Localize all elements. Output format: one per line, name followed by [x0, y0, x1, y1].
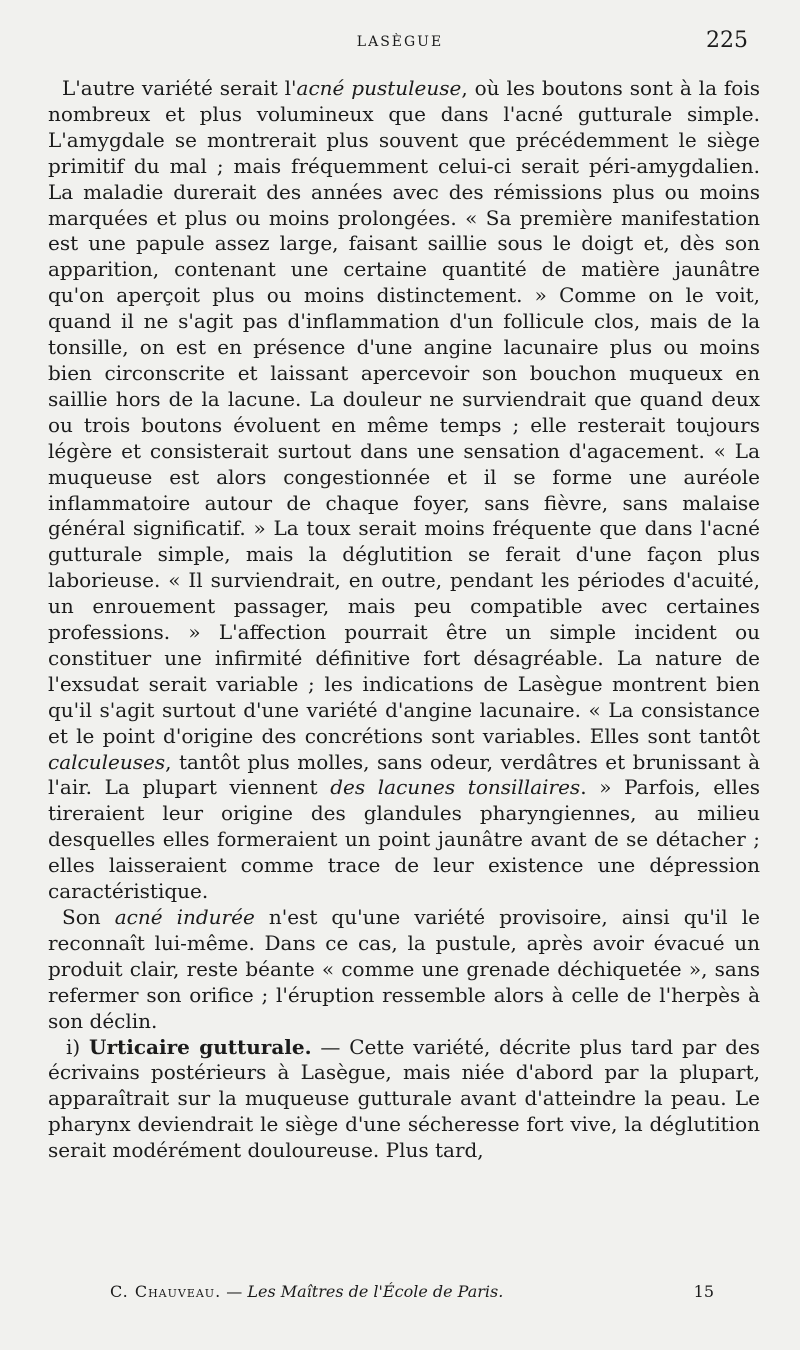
text-run: , tantôt plus molles, sans odeur, verdâtres et brunissant à l'air. La plupart viennent — [48, 749, 760, 800]
footer-author: C. Chauveau. — [110, 1282, 222, 1301]
text-run: n'est qu'une variété provisoire, ainsi qu'il le reconnaît lui-même. Dans ce cas, la pustule, après avoir évacué un produit clair, reste béante « comme une grenade déchiquetée », sans refermer son orifice ; l'éruption ressemble alors à celle de l'herpès à son déclin. — [48, 905, 760, 1033]
text-run: — Cette variété, décrite plus tard par des écrivains postérieurs à Lasègue, mais niée d'abord par la plupart, apparaîtrait sur la muqueuse gutturale avant d'atteindre la peau. Le pharynx deviendrait le siège d'une sécheresse fort vive, la déglutition serait modérément douloureuse. Plus tard, — [48, 1034, 760, 1163]
page-footer — [0, 1282, 800, 1306]
section-marker: i) — [66, 1034, 90, 1059]
text-run: , où les boutons sont à la fois nombreux et plus volumineux que dans l'acné gutturale simple. L'amygdale se montrerait plus souvent que précédemment le siège primitif du mal ; mais fréquemment celui-ci serait péri-amygdalien. La maladie durerait des années avec des rémissions plus ou moins marquées et plus ou moins prolongées. « Sa première manifestation est une papule assez large, faisant saillie sous le doigt et, dès son apparition, contenant une certaine quantité de matière jaunâtre qu'on aperçoit plus ou moins distinctement. » Comme on le voit, quand il ne s'agit pas d'inflammation d'un follicule clos, mais de la tonsille, on est en présence d'une angine lacunaire plus ou moins bien circonscrite et laissant apercevoir son bouchon muqueux en saillie hors de la lacune. La douleur ne surviendrait que quand deux ou trois boutons évoluent en même temps ; elle resterait toujours légère et consisterait surtout dans une sensation d'agacement. « La muqueuse est alors congestionnée et il se forme une auréole inflammatoire autour de chaque foyer, sans fièvre, sans malaise général significatif. » La toux serait moins fréquente que dans l'acné gutturale simple, mais la déglutition se ferait d'une façon plus laborieuse. « Il surviendrait, en outre, pendant les périodes d'acuité, un enrouement passager, mais peu compatible avec certaines professions. » L'affection pourrait être un simple incident ou constituer une infirmité définitive fort désagréable. La nature de l'exsudat serait variable ; les indications de Lasègue montrent bien qu'il s'agit surtout d'une variété d'angine lacunaire. « La consistance et le point d'origine des concrétions sont variables. Elles sont tantôt — [48, 76, 761, 748]
page-body — [48, 76, 760, 1164]
footer-book-title: Les Maîtres de l'École de Paris. — [247, 1282, 504, 1301]
paragraph-acne-pustuleuse — [48, 76, 760, 905]
signature-mark: 15 — [693, 1282, 714, 1301]
footer-citation — [110, 1282, 503, 1301]
paragraph-acne-induree — [48, 905, 760, 1035]
running-head: LASÈGUE — [356, 34, 444, 50]
italic-term: acné pustuleuse — [296, 76, 462, 100]
page-number: 225 — [706, 28, 748, 53]
section-heading: Urticaire gutturale. — [89, 1034, 312, 1059]
italic-term: des lacunes tonsillaires — [330, 775, 581, 800]
page-header — [0, 28, 800, 58]
paragraph-urticaire-gutturale — [48, 1035, 760, 1165]
footer-dash: — — [221, 1282, 248, 1301]
italic-term: acné indurée — [114, 905, 255, 929]
italic-term: calculeuses — [48, 749, 166, 774]
text-run: Son — [62, 905, 115, 929]
text-run: L'autre variété serait l' — [62, 76, 297, 100]
text-run: . » Parfois, elles tireraient leur origine des glandules pharyngiennes, au milieu desquelles elles formeraient un point jaunâtre avant de se détacher ; elles laisseraient comme trace de leur existence une dépression caractéristique. — [48, 775, 760, 904]
